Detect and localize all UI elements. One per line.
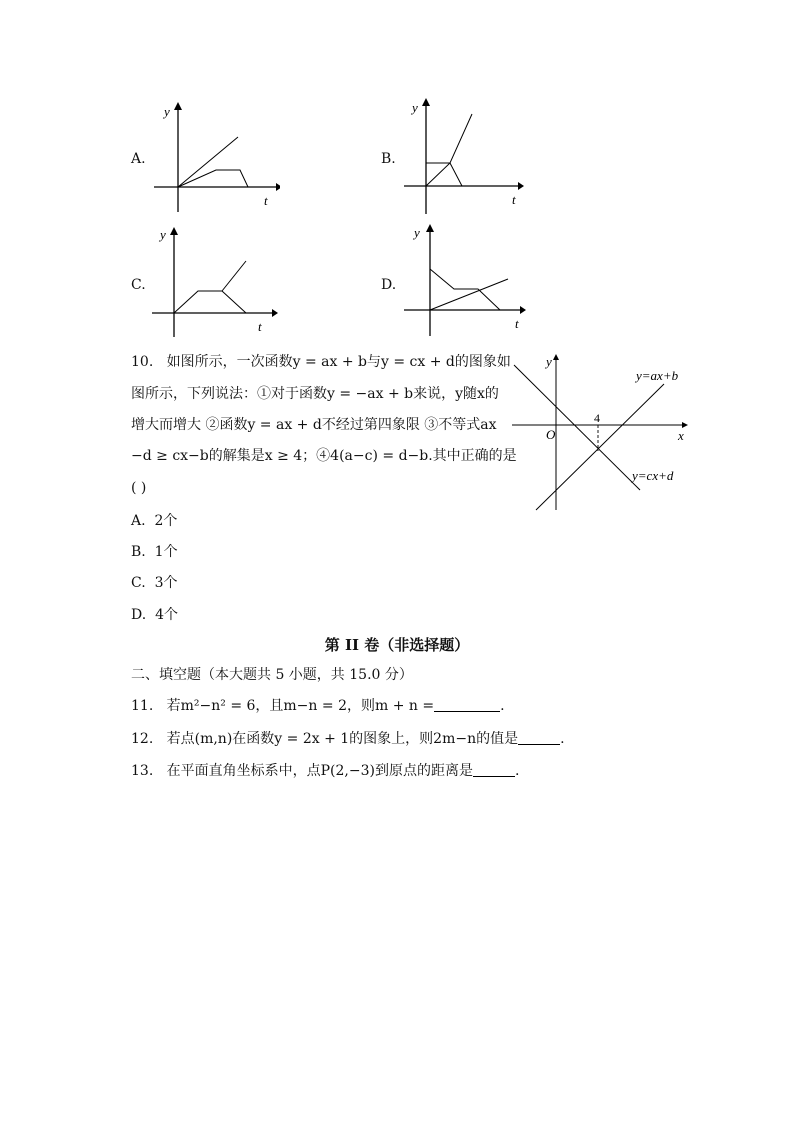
option-c-letter: C. [131, 277, 146, 293]
svg-text:y: y [414, 225, 420, 240]
fill-heading: 二、填空题（本大题共 5 小题，共 15.0 分） [131, 667, 413, 683]
label-four: 4 [594, 411, 600, 425]
q10-line3: 增大而增大 ②函数y = ax + d不经过第四象限 ③不等式ax [131, 417, 497, 433]
option-b-letter: B. [381, 151, 396, 167]
svg-text:y: y [160, 227, 166, 242]
q10-line1: 10. 如图所示，一次函数y = ax + b与y = cx + d的图象如 [131, 354, 511, 370]
axis-y-label: y [164, 104, 170, 119]
q13-answer-blank[interactable] [473, 762, 515, 777]
q12: 12. 若点(m,n)在函数y = 2x + 1的图象上，则2m−n的值是 . [131, 731, 565, 747]
y-axis-arrow [174, 102, 182, 110]
line-ax-b [536, 384, 664, 510]
option-a-graph [150, 100, 280, 215]
q10-line4: −d ≥ cx−b的解集是x ≥ 4；④4(a−c) = d−b.其中正确的是 [131, 448, 517, 464]
svg-text:t: t [515, 316, 519, 331]
option-d-graph [400, 222, 530, 337]
label-origin: O [546, 427, 556, 442]
q11: 11. 若m²−n² = 6，且m−n = 2，则m + n = . [131, 698, 505, 714]
choice-b[interactable]: B. 1个 [131, 544, 178, 560]
q10-line2: 图所示，下列说法：①对于函数y = −ax + b来说，y随x的 [131, 386, 499, 402]
label-y: y [546, 354, 552, 369]
option-d-letter: D. [381, 277, 397, 293]
label-x: x [678, 428, 684, 443]
axis-x-label: t [264, 193, 268, 208]
option-c-graph [150, 225, 280, 340]
svg-text:t: t [512, 192, 516, 207]
q10-line5: ( ) [131, 480, 147, 496]
line-cx-d [514, 365, 640, 490]
label-cx-d: y=cx+d [632, 468, 674, 483]
q12-answer-blank[interactable] [518, 730, 560, 745]
line-straight [178, 137, 238, 187]
option-a-letter: A. [131, 151, 146, 167]
svg-text:t: t [258, 319, 262, 334]
q11-answer-blank[interactable] [434, 697, 500, 712]
option-b-graph [400, 96, 530, 216]
q10-number: 10. [131, 354, 154, 370]
svg-text:y: y [412, 100, 418, 115]
choice-a[interactable]: A. 2个 [131, 513, 178, 529]
section-title: 第 II 卷（非选择题） [324, 636, 470, 654]
label-ax-b: y=ax+b [636, 368, 679, 383]
x-axis-arrow [276, 183, 280, 191]
q13: 13. 在平面直角坐标系中，点P(2,−3)到原点的距离是 . [131, 763, 520, 779]
q10-graph [508, 350, 698, 515]
choice-d[interactable]: D. 4个 [131, 607, 179, 623]
choice-c[interactable]: C. 3个 [131, 575, 178, 591]
